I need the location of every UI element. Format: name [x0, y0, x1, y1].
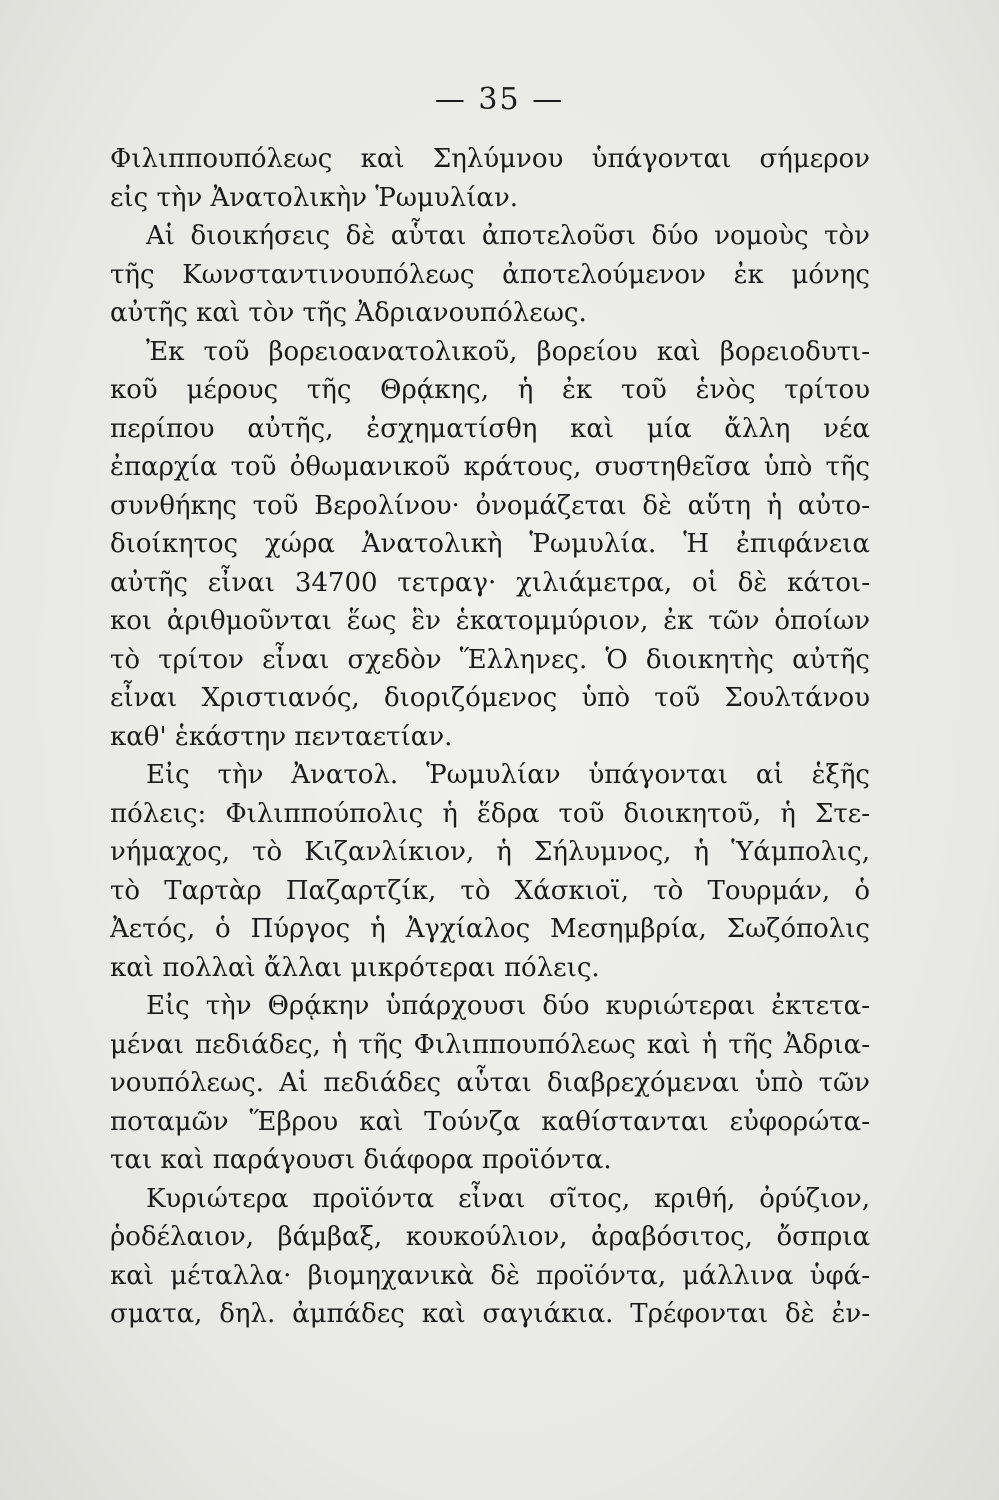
- text-line: ἐπαρχία τοῦ ὀθωμανικοῦ κράτους, συστηθεῖσα ὑπὸ τῆς: [110, 452, 870, 482]
- text-line: διοίκητος χώρα Ἀνατολικὴ Ῥωμυλία. Ἡ ἐπιφάνεια: [110, 529, 870, 559]
- text-line: Εἰς τὴν Ἀνατολ. Ῥωμυλίαν ὑπάγονται αἱ ἑξῆς: [146, 760, 870, 790]
- text-line: ποταμῶν Ἕβρου καὶ Τούνζα καθίστανται εὐφορώτα-: [110, 1106, 870, 1137]
- text-line: Ἀετός, ὁ Πύργος ἡ Ἀγχίαλος Μεσημβρία, Σωζόπολις: [110, 914, 870, 944]
- text-line: αὐτῆς εἶναι 34700 τετραγ· χιλιάμετρα, οἱ δὲ κάτοι-: [110, 567, 870, 598]
- text-line: σματα, δηλ. ἀμπάδες καὶ σαγιάκια. Τρέφονται δὲ ἐν-: [110, 1299, 870, 1329]
- page-number: — 35 —: [434, 82, 565, 117]
- text-line: Ἐκ τοῦ βορειοανατολικοῦ, βορείου καὶ βορειοδυτι-: [146, 336, 870, 367]
- text-line: συνθήκης τοῦ Βερολίνου· ὀνομάζεται δὲ αὕτη ἡ αὐτο-: [110, 490, 870, 521]
- text-line: ται καὶ παράγουσι διάφορα προϊόντα.: [110, 1145, 612, 1175]
- text-line: καθ' ἑκάστην πενταετίαν.: [110, 721, 453, 752]
- text-line: νήμαχος, τὸ Κιζανλίκιον, ἡ Σήλυμνος, ἡ Ὑάμπολις,: [110, 837, 870, 867]
- text-line: τῆς Κωνσταντινουπόλεως ἀποτελούμενον ἐκ μόνης: [110, 259, 870, 290]
- text-line: τὸ τρίτον εἶναι σχεδὸν Ἕλληνες. Ὁ διοικητὴς αὐτῆς: [110, 644, 870, 675]
- text-line: εἶναι Χριστιανός, διοριζόμενος ὑπὸ τοῦ Σουλτάνου: [110, 683, 870, 713]
- text-line: Εἰς τὴν Θρᾴκην ὑπάρχουσι δύο κυριώτεραι ἐκτετα-: [146, 991, 870, 1021]
- text-line: αὐτῆς καὶ τὸν τῆς Ἀδριανουπόλεως.: [110, 298, 587, 328]
- text-line: καὶ μέταλλα· βιομηχανικὰ δὲ προϊόντα, μάλλινα ὑφά-: [110, 1260, 870, 1291]
- text-line: κοι ἀριθμοῦνται ἕως ἓν ἑκατομμύριον, ἐκ τῶν ὁποίων: [110, 606, 870, 636]
- text-line: περίπου αὐτῆς, ἐσχηματίσθη καὶ μία ἄλλη νέα: [110, 413, 870, 444]
- text-line: νουπόλεως. Αἱ πεδιάδες αὗται διαβρεχόμεναι ὑπὸ τῶν: [110, 1068, 870, 1098]
- text-line: Κυριώτερα προϊόντα εἶναι σῖτος, κριθή, ὀρύζιον,: [146, 1183, 870, 1214]
- text-line: μέναι πεδιάδες, ἡ τῆς Φιλιππουπόλεως καὶ ἡ τῆς Ἀδρια-: [110, 1029, 870, 1060]
- text-line: τὸ Ταρτὰρ Παζαρτζίκ, τὸ Χάσκιοϊ, τὸ Τουρμάν, ὁ: [110, 875, 870, 906]
- text-line: ῥοδέλαιον, βάμβαξ, κουκούλιον, ἀραβόσιτος, ὄσπρια: [110, 1222, 870, 1252]
- text-line: καὶ πολλαὶ ἄλλαι μικρότεραι πόλεις.: [110, 952, 600, 983]
- body-text: [110, 140, 870, 1334]
- text-line: κοῦ μέρους τῆς Θρᾴκης, ἡ ἐκ τοῦ ἑνὸς τρίτου: [110, 375, 870, 405]
- text-line: πόλεις: Φιλιππούπολις ἡ ἕδρα τοῦ διοικητοῦ, ἡ Στε-: [110, 798, 870, 829]
- text-line: Φιλιππουπόλεως καὶ Σηλύμνου ὑπάγονται σήμερον: [110, 144, 870, 174]
- text-line: εἰς τὴν Ἀνατολικὴν Ῥωμυλίαν.: [110, 182, 519, 213]
- text-line: Αἱ διοικήσεις δὲ αὗται ἀποτελοῦσι δύο νομοὺς τὸν: [146, 221, 870, 251]
